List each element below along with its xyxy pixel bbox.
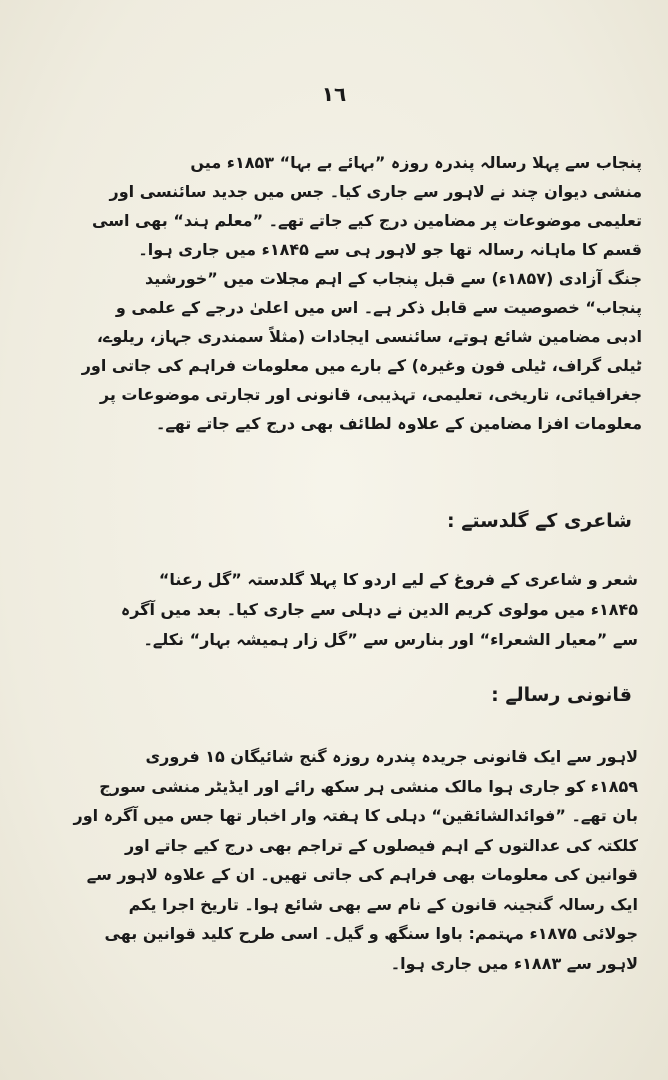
poetry-paragraph <box>38 565 638 655</box>
text-line: کلکتہ کی عدالتوں کے اہم فیصلوں کے تراجم بھی درج کیے جاتے اور <box>124 835 638 855</box>
text-line: لاہور سے ایک قانونی جریدہ پندرہ روزہ گنج شائیگان ۱۵ فروری <box>145 747 638 766</box>
text-line: جنگ آزادی (۱۸۵۷ء) سے قبل پنجاب کے اہم مجلات میں ”خورشید <box>144 269 642 288</box>
text-line: ایک رسالہ گنجینہ قانون کے نام سے بھی شائع ہوا۔ تاریخ اجرا یکم <box>128 894 638 914</box>
text-line: قوانین کی معلومات بھی فراہم کی جاتی تھیں۔ ان کے علاوہ لاہور سے <box>86 865 638 884</box>
text-line: قسم کا ماہانہ رسالہ تھا جو لاہور ہی سے ۱۸۴۵ء میں جاری ہوا۔ <box>138 240 642 259</box>
text-line: بان تھے۔ ”فوائدالشائقین“ دہلی کا ہفتہ وار اخبار تھا جس میں آگرہ اور <box>73 806 638 825</box>
text-line: شعر و شاعری کے فروغ کے لیے اردو کا پہلا گلدستہ ”گل رعنا“ <box>158 570 638 589</box>
text-line: پنجاب سے پہلا رسالہ پندرہ روزہ ”بہائے بے بہا“ ۱۸۵۳ء میں <box>190 153 642 172</box>
text-line: لاہور سے ۱۸۸۳ء میں جاری ہوا۔ <box>390 953 638 973</box>
text-line: پنجاب“ خصوصیت سے قابل ذکر ہے۔ اس میں اعلیٰ درجے کے علمی و <box>115 298 642 317</box>
text-line: ٹیلی گراف، ٹیلی فون وغیرہ) کے بارے میں معلومات فراہم کی جاتی اور <box>81 356 642 375</box>
text-line: منشی دیوان چند نے لاہور سے جاری کیا۔ جس میں جدید سائنسی اور <box>109 182 642 201</box>
intro-paragraph <box>32 148 642 438</box>
text-line: تعلیمی موضوعات پر مضامین درج کیے جاتے تھے۔ ”معلم ہند“ بھی اسی <box>92 211 642 230</box>
text-line: جولائی ۱۸۷۵ء مہتمم: باوا سنگھ و گیل۔ اسی طرح کلید قوانین بھی <box>104 924 638 943</box>
text-line: ادبی مضامین شائع ہوتے، سائنسی ایجادات (مثلاً سمندری جہاز، ریلوے، <box>96 327 642 346</box>
text-line: جغرافیائی، تاریخی، تعلیمی، تہذیبی، قانونی اور تجارتی موضوعات پر <box>99 385 642 404</box>
text-line: سے ”معیار الشعراء“ اور بنارس سے ”گل زار ہمیشہ بہار“ نکلے۔ <box>143 630 638 649</box>
text-line: ۱۸۴۵ء میں مولوی کریم الدین نے دہلی سے جاری کیا۔ بعد میں آگرہ <box>120 600 638 619</box>
page-number: ١٦ <box>321 82 347 106</box>
law-paragraph <box>33 742 638 978</box>
poetry-section-heading: شاعری کے گلدستے : <box>446 510 632 532</box>
law-section-heading: قانونی رسالے : <box>491 684 632 706</box>
text-line: ۱۸۵۹ء کو جاری ہوا مالک منشی ہر سکھ رائے اور ایڈیٹر منشی سورج <box>99 776 638 796</box>
text-line: معلومات افزا مضامین کے علاوہ لطائف بھی درج کیے جاتے تھے۔ <box>155 414 642 433</box>
